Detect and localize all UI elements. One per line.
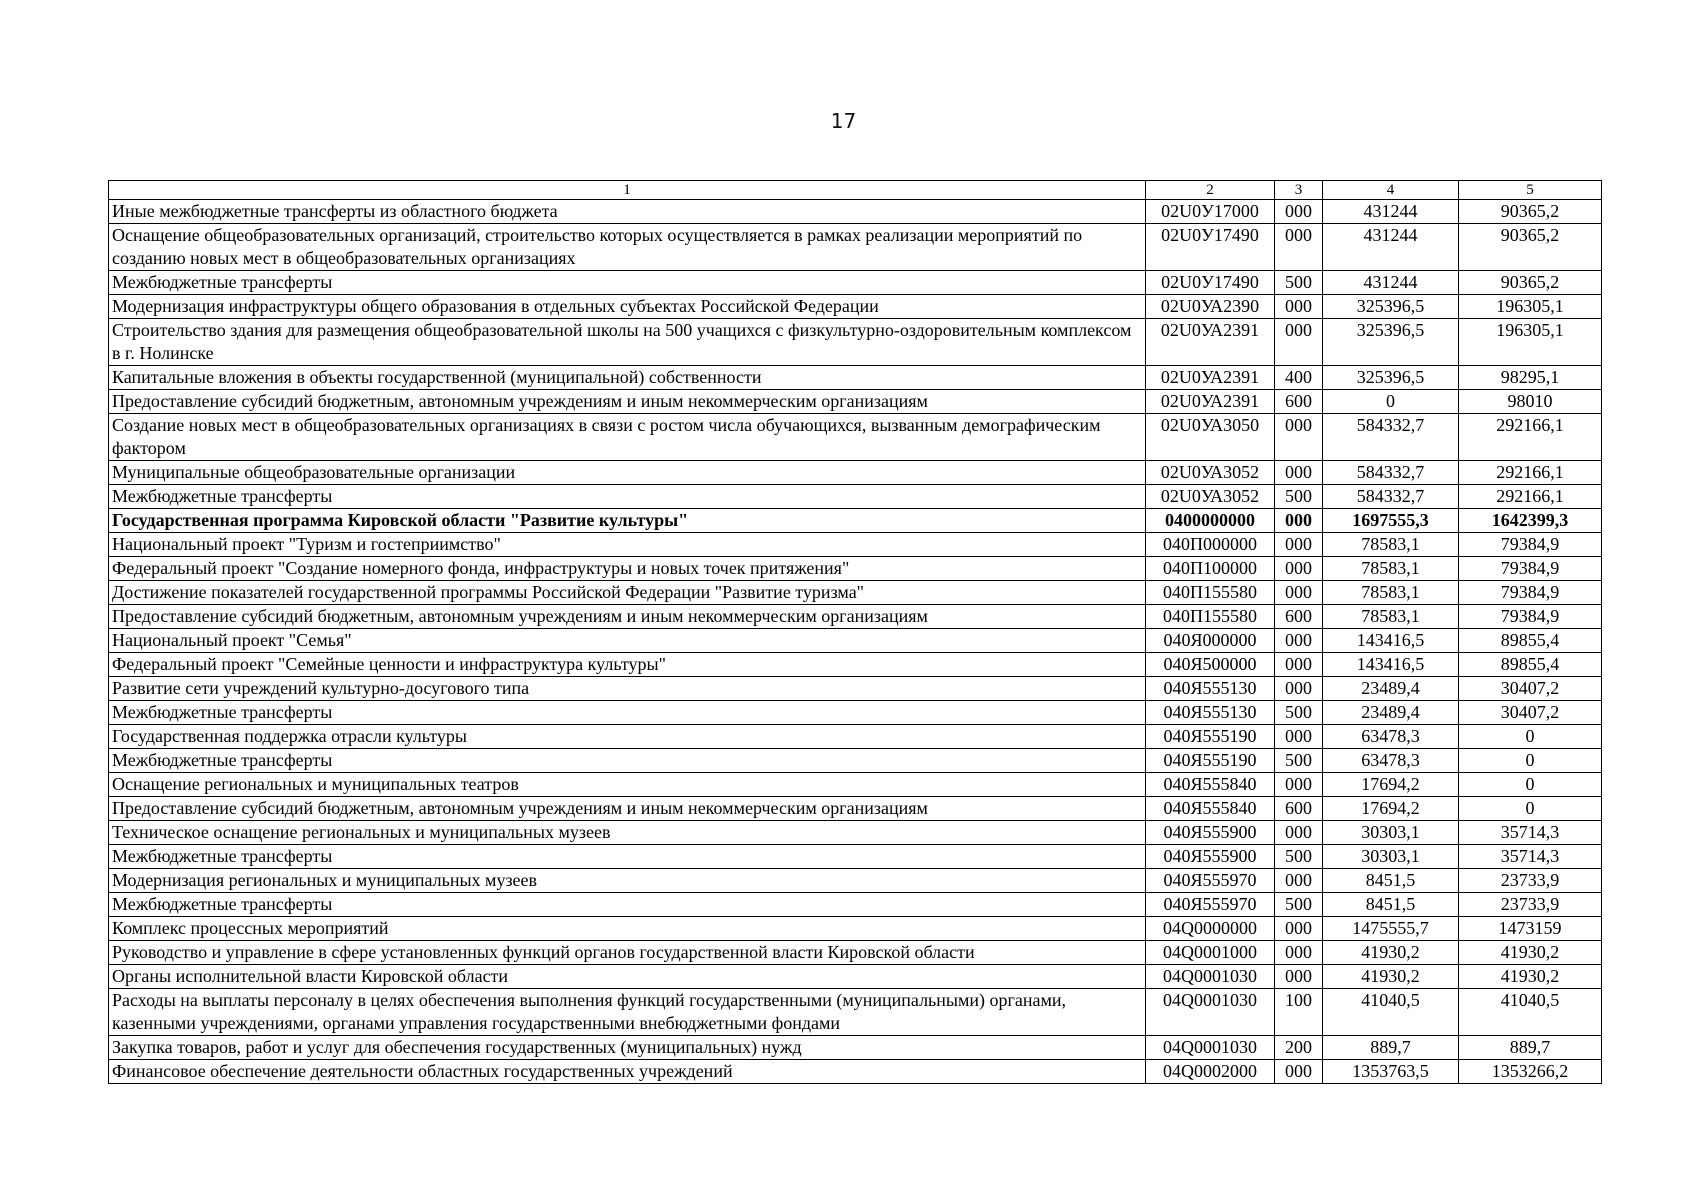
row-name-cell: Межбюджетные трансферты bbox=[109, 845, 1146, 869]
row-type-cell: 600 bbox=[1275, 390, 1323, 414]
row-code-cell: 040Я500000 bbox=[1146, 653, 1275, 677]
row-code-cell: 02U0УА3052 bbox=[1146, 485, 1275, 509]
row-type-cell: 000 bbox=[1275, 677, 1323, 701]
row-type-cell: 000 bbox=[1275, 200, 1323, 224]
row-type-cell: 000 bbox=[1275, 414, 1323, 461]
row-type-cell: 000 bbox=[1275, 941, 1323, 965]
table-header-row bbox=[109, 181, 1602, 200]
row-code-cell: 040П155580 bbox=[1146, 581, 1275, 605]
row-value-4-cell: 30303,1 bbox=[1323, 821, 1459, 845]
row-name-cell: Межбюджетные трансферты bbox=[109, 893, 1146, 917]
row-type-cell: 000 bbox=[1275, 725, 1323, 749]
row-type-cell: 500 bbox=[1275, 749, 1323, 773]
row-value-5-cell: 90365,2 bbox=[1459, 200, 1602, 224]
table-row bbox=[109, 1060, 1602, 1084]
table-row bbox=[109, 581, 1602, 605]
row-value-5-cell: 196305,1 bbox=[1459, 295, 1602, 319]
row-name-cell: Закупка товаров, работ и услуг для обеспечения государственных (муниципальных) нужд bbox=[109, 1036, 1146, 1060]
row-value-5-cell: 98010 bbox=[1459, 390, 1602, 414]
row-value-4-cell: 78583,1 bbox=[1323, 605, 1459, 629]
row-value-4-cell: 41930,2 bbox=[1323, 941, 1459, 965]
row-name-cell: Межбюджетные трансферты bbox=[109, 485, 1146, 509]
row-name-cell: Иные межбюджетные трансферты из областного бюджета bbox=[109, 200, 1146, 224]
row-name-cell: Федеральный проект "Семейные ценности и инфраструктура культуры" bbox=[109, 653, 1146, 677]
row-name-cell: Расходы на выплаты персоналу в целях обеспечения выполнения функций государственными (муниципальными) органами, казенными учреждениями, органами управления государственными внебюджетными фондами bbox=[109, 989, 1146, 1036]
table-row bbox=[109, 653, 1602, 677]
table-row bbox=[109, 414, 1602, 461]
row-name-cell: Национальный проект "Туризм и гостеприимство" bbox=[109, 533, 1146, 557]
table-row bbox=[109, 533, 1602, 557]
table-row bbox=[109, 224, 1602, 271]
row-name-cell: Комплекс процессных мероприятий bbox=[109, 917, 1146, 941]
row-code-cell: 04Q0000000 bbox=[1146, 917, 1275, 941]
table-row bbox=[109, 629, 1602, 653]
row-value-5-cell: 0 bbox=[1459, 797, 1602, 821]
row-code-cell: 02U0УА2391 bbox=[1146, 366, 1275, 390]
row-name-cell: Муниципальные общеобразовательные организации bbox=[109, 461, 1146, 485]
row-name-cell: Развитие сети учреждений культурно-досугового типа bbox=[109, 677, 1146, 701]
row-name-cell: Межбюджетные трансферты bbox=[109, 749, 1146, 773]
row-value-5-cell: 98295,1 bbox=[1459, 366, 1602, 390]
row-code-cell: 040Я555900 bbox=[1146, 821, 1275, 845]
row-type-cell: 000 bbox=[1275, 581, 1323, 605]
row-value-4-cell: 143416,5 bbox=[1323, 629, 1459, 653]
row-name-cell: Предоставление субсидий бюджетным, автономным учреждениям и иным некоммерческим организациям bbox=[109, 605, 1146, 629]
row-type-cell: 000 bbox=[1275, 461, 1323, 485]
table-row bbox=[109, 917, 1602, 941]
row-value-5-cell: 89855,4 bbox=[1459, 629, 1602, 653]
row-type-cell: 200 bbox=[1275, 1036, 1323, 1060]
row-code-cell: 02U0УА3050 bbox=[1146, 414, 1275, 461]
row-type-cell: 500 bbox=[1275, 271, 1323, 295]
row-code-cell: 040Я555970 bbox=[1146, 869, 1275, 893]
row-code-cell: 040П155580 bbox=[1146, 605, 1275, 629]
row-value-4-cell: 8451,5 bbox=[1323, 869, 1459, 893]
table-row bbox=[109, 319, 1602, 366]
row-code-cell: 02U0УА3052 bbox=[1146, 461, 1275, 485]
row-type-cell: 500 bbox=[1275, 845, 1323, 869]
row-value-4-cell: 325396,5 bbox=[1323, 295, 1459, 319]
row-value-4-cell: 30303,1 bbox=[1323, 845, 1459, 869]
row-code-cell: 04Q0002000 bbox=[1146, 1060, 1275, 1084]
row-code-cell: 02U0У17490 bbox=[1146, 224, 1275, 271]
row-value-4-cell: 63478,3 bbox=[1323, 725, 1459, 749]
row-name-cell: Федеральный проект "Создание номерного фонда, инфраструктуры и новых точек притяжения" bbox=[109, 557, 1146, 581]
row-value-4-cell: 1697555,3 bbox=[1323, 509, 1459, 533]
row-name-cell: Предоставление субсидий бюджетным, автономным учреждениям и иным некоммерческим организациям bbox=[109, 390, 1146, 414]
row-code-cell: 0400000000 bbox=[1146, 509, 1275, 533]
row-value-4-cell: 143416,5 bbox=[1323, 653, 1459, 677]
row-value-5-cell: 292166,1 bbox=[1459, 414, 1602, 461]
row-code-cell: 040Я555190 bbox=[1146, 749, 1275, 773]
table-row bbox=[109, 869, 1602, 893]
row-type-cell: 000 bbox=[1275, 629, 1323, 653]
row-value-4-cell: 1475555,7 bbox=[1323, 917, 1459, 941]
row-code-cell: 02U0УА2390 bbox=[1146, 295, 1275, 319]
row-name-cell: Руководство и управление в сфере установленных функций органов государственной власти Кировской области bbox=[109, 941, 1146, 965]
row-value-4-cell: 78583,1 bbox=[1323, 557, 1459, 581]
row-value-5-cell: 23733,9 bbox=[1459, 893, 1602, 917]
row-code-cell: 040Я555840 bbox=[1146, 773, 1275, 797]
row-type-cell: 000 bbox=[1275, 821, 1323, 845]
row-value-5-cell: 41930,2 bbox=[1459, 941, 1602, 965]
table-row bbox=[109, 797, 1602, 821]
column-header-2: 2 bbox=[1146, 181, 1275, 200]
row-type-cell: 000 bbox=[1275, 917, 1323, 941]
row-value-4-cell: 584332,7 bbox=[1323, 485, 1459, 509]
row-name-cell: Создание новых мест в общеобразовательных организациях в связи с ростом числа обучающихся, вызванным демографическим фактором bbox=[109, 414, 1146, 461]
row-code-cell: 040Я000000 bbox=[1146, 629, 1275, 653]
row-code-cell: 040П000000 bbox=[1146, 533, 1275, 557]
row-value-4-cell: 0 bbox=[1323, 390, 1459, 414]
row-code-cell: 04Q0001030 bbox=[1146, 989, 1275, 1036]
row-code-cell: 040Я555130 bbox=[1146, 701, 1275, 725]
row-name-cell: Органы исполнительной власти Кировской области bbox=[109, 965, 1146, 989]
table-row bbox=[109, 295, 1602, 319]
row-value-5-cell: 1473159 bbox=[1459, 917, 1602, 941]
table-row bbox=[109, 749, 1602, 773]
row-value-4-cell: 78583,1 bbox=[1323, 533, 1459, 557]
row-value-4-cell: 584332,7 bbox=[1323, 414, 1459, 461]
row-name-cell: Модернизация региональных и муниципальных музеев bbox=[109, 869, 1146, 893]
row-code-cell: 02U0УА2391 bbox=[1146, 390, 1275, 414]
row-name-cell: Техническое оснащение региональных и муниципальных музеев bbox=[109, 821, 1146, 845]
row-type-cell: 000 bbox=[1275, 557, 1323, 581]
table-row bbox=[109, 701, 1602, 725]
row-type-cell: 000 bbox=[1275, 509, 1323, 533]
row-name-cell: Предоставление субсидий бюджетным, автономным учреждениям и иным некоммерческим организациям bbox=[109, 797, 1146, 821]
row-name-cell: Национальный проект "Семья" bbox=[109, 629, 1146, 653]
row-code-cell: 040П100000 bbox=[1146, 557, 1275, 581]
table-body bbox=[109, 200, 1602, 1084]
row-name-cell: Строительство здания для размещения общеобразовательной школы на 500 учащихся с физкультурно-оздоровительным комплексом в г. Нолинске bbox=[109, 319, 1146, 366]
row-type-cell: 600 bbox=[1275, 797, 1323, 821]
row-type-cell: 000 bbox=[1275, 1060, 1323, 1084]
table-row bbox=[109, 677, 1602, 701]
column-header-4: 4 bbox=[1323, 181, 1459, 200]
row-code-cell: 040Я555190 bbox=[1146, 725, 1275, 749]
row-value-5-cell: 41930,2 bbox=[1459, 965, 1602, 989]
row-type-cell: 100 bbox=[1275, 989, 1323, 1036]
row-type-cell: 000 bbox=[1275, 295, 1323, 319]
row-value-5-cell: 30407,2 bbox=[1459, 701, 1602, 725]
table-row bbox=[109, 557, 1602, 581]
row-value-4-cell: 41040,5 bbox=[1323, 989, 1459, 1036]
row-code-cell: 04Q0001030 bbox=[1146, 965, 1275, 989]
row-value-5-cell: 196305,1 bbox=[1459, 319, 1602, 366]
column-header-1: 1 bbox=[109, 181, 1146, 200]
row-value-4-cell: 889,7 bbox=[1323, 1036, 1459, 1060]
row-code-cell: 04Q0001030 bbox=[1146, 1036, 1275, 1060]
row-value-4-cell: 431244 bbox=[1323, 271, 1459, 295]
row-code-cell: 040Я555970 bbox=[1146, 893, 1275, 917]
table-row bbox=[109, 941, 1602, 965]
row-name-cell: Государственная поддержка отрасли культуры bbox=[109, 725, 1146, 749]
row-name-cell: Капитальные вложения в объекты государственной (муниципальной) собственности bbox=[109, 366, 1146, 390]
row-value-5-cell: 292166,1 bbox=[1459, 461, 1602, 485]
row-value-4-cell: 1353763,5 bbox=[1323, 1060, 1459, 1084]
row-value-5-cell: 41040,5 bbox=[1459, 989, 1602, 1036]
row-value-5-cell: 1642399,3 bbox=[1459, 509, 1602, 533]
row-type-cell: 000 bbox=[1275, 869, 1323, 893]
row-name-cell: Оснащение региональных и муниципальных театров bbox=[109, 773, 1146, 797]
table-row bbox=[109, 271, 1602, 295]
row-type-cell: 500 bbox=[1275, 701, 1323, 725]
row-type-cell: 600 bbox=[1275, 605, 1323, 629]
row-type-cell: 500 bbox=[1275, 893, 1323, 917]
table-row bbox=[109, 845, 1602, 869]
budget-table bbox=[108, 180, 1602, 1084]
table-row bbox=[109, 893, 1602, 917]
row-value-5-cell: 89855,4 bbox=[1459, 653, 1602, 677]
row-value-4-cell: 8451,5 bbox=[1323, 893, 1459, 917]
table-row bbox=[109, 461, 1602, 485]
row-value-4-cell: 431244 bbox=[1323, 224, 1459, 271]
table-row bbox=[109, 965, 1602, 989]
row-value-5-cell: 30407,2 bbox=[1459, 677, 1602, 701]
row-code-cell: 040Я555840 bbox=[1146, 797, 1275, 821]
row-value-5-cell: 90365,2 bbox=[1459, 224, 1602, 271]
row-value-5-cell: 292166,1 bbox=[1459, 485, 1602, 509]
table-row bbox=[109, 200, 1602, 224]
row-name-cell: Межбюджетные трансферты bbox=[109, 271, 1146, 295]
row-type-cell: 000 bbox=[1275, 533, 1323, 557]
row-value-5-cell: 35714,3 bbox=[1459, 821, 1602, 845]
page-number: 17 bbox=[830, 109, 857, 133]
table-row bbox=[109, 390, 1602, 414]
row-value-4-cell: 325396,5 bbox=[1323, 366, 1459, 390]
row-value-5-cell: 0 bbox=[1459, 773, 1602, 797]
row-value-5-cell: 79384,9 bbox=[1459, 557, 1602, 581]
row-type-cell: 000 bbox=[1275, 773, 1323, 797]
row-name-cell: Государственная программа Кировской области "Развитие культуры" bbox=[109, 509, 1146, 533]
table-row bbox=[109, 485, 1602, 509]
row-value-4-cell: 584332,7 bbox=[1323, 461, 1459, 485]
row-value-5-cell: 1353266,2 bbox=[1459, 1060, 1602, 1084]
row-value-5-cell: 0 bbox=[1459, 749, 1602, 773]
row-code-cell: 040Я555900 bbox=[1146, 845, 1275, 869]
row-value-5-cell: 79384,9 bbox=[1459, 533, 1602, 557]
row-code-cell: 02U0У17490 bbox=[1146, 271, 1275, 295]
row-value-4-cell: 431244 bbox=[1323, 200, 1459, 224]
row-code-cell: 02U0УА2391 bbox=[1146, 319, 1275, 366]
row-value-5-cell: 79384,9 bbox=[1459, 581, 1602, 605]
row-name-cell: Модернизация инфраструктуры общего образования в отдельных субъектах Российской Федерации bbox=[109, 295, 1146, 319]
row-value-5-cell: 889,7 bbox=[1459, 1036, 1602, 1060]
row-name-cell: Достижение показателей государственной программы Российской Федерации "Развитие туризма" bbox=[109, 581, 1146, 605]
row-type-cell: 500 bbox=[1275, 485, 1323, 509]
row-value-5-cell: 0 bbox=[1459, 725, 1602, 749]
row-value-4-cell: 23489,4 bbox=[1323, 701, 1459, 725]
column-header-3: 3 bbox=[1275, 181, 1323, 200]
table-row bbox=[109, 366, 1602, 390]
table-row bbox=[109, 773, 1602, 797]
row-value-5-cell: 23733,9 bbox=[1459, 869, 1602, 893]
row-name-cell: Межбюджетные трансферты bbox=[109, 701, 1146, 725]
row-type-cell: 000 bbox=[1275, 653, 1323, 677]
row-type-cell: 000 bbox=[1275, 965, 1323, 989]
row-value-4-cell: 41930,2 bbox=[1323, 965, 1459, 989]
table-row bbox=[109, 1036, 1602, 1060]
row-value-5-cell: 35714,3 bbox=[1459, 845, 1602, 869]
table-row bbox=[109, 821, 1602, 845]
row-value-4-cell: 17694,2 bbox=[1323, 773, 1459, 797]
table-row bbox=[109, 509, 1602, 533]
table-row bbox=[109, 605, 1602, 629]
column-header-5: 5 bbox=[1459, 181, 1602, 200]
row-type-cell: 000 bbox=[1275, 319, 1323, 366]
row-name-cell: Финансовое обеспечение деятельности областных государственных учреждений bbox=[109, 1060, 1146, 1084]
row-value-4-cell: 78583,1 bbox=[1323, 581, 1459, 605]
row-type-cell: 400 bbox=[1275, 366, 1323, 390]
row-value-4-cell: 63478,3 bbox=[1323, 749, 1459, 773]
row-code-cell: 04Q0001000 bbox=[1146, 941, 1275, 965]
row-value-4-cell: 23489,4 bbox=[1323, 677, 1459, 701]
row-value-4-cell: 17694,2 bbox=[1323, 797, 1459, 821]
table-row bbox=[109, 725, 1602, 749]
row-code-cell: 02U0У17000 bbox=[1146, 200, 1275, 224]
row-value-5-cell: 79384,9 bbox=[1459, 605, 1602, 629]
row-name-cell: Оснащение общеобразовательных организаций, строительство которых осуществляется в рамках реализации мероприятий по созданию новых мест в общеобразовательных организациях bbox=[109, 224, 1146, 271]
row-code-cell: 040Я555130 bbox=[1146, 677, 1275, 701]
row-value-4-cell: 325396,5 bbox=[1323, 319, 1459, 366]
row-type-cell: 000 bbox=[1275, 224, 1323, 271]
table-row bbox=[109, 989, 1602, 1036]
row-value-5-cell: 90365,2 bbox=[1459, 271, 1602, 295]
